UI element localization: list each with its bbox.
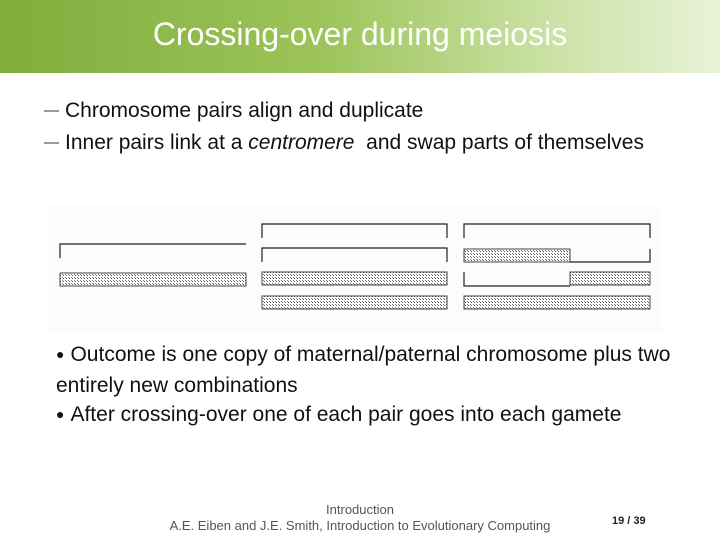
bullet-emphasis: centromere [248, 131, 355, 154]
chromosome-plain [60, 244, 246, 258]
chromosome-hatched [262, 296, 447, 309]
bullet-text-continued: and swap parts of themselves [354, 131, 644, 154]
chromosome-plain [262, 248, 447, 262]
crossing-over-diagram [48, 206, 662, 332]
filled-dot-icon: ● [56, 406, 65, 422]
bullet-text: After crossing-over one of each pair goes into each gamete [70, 403, 622, 426]
filled-dot-icon: ● [56, 346, 65, 362]
chromosome-plain-segment [570, 249, 650, 262]
chromosome-plain [464, 224, 650, 238]
chromosome-plain-segment [464, 272, 570, 286]
crossing-over-svg [48, 206, 662, 332]
top-bullet-list [44, 96, 684, 160]
footer [140, 502, 580, 534]
title-bar [0, 0, 720, 73]
chromosome-hatched [262, 272, 447, 285]
bullet-item [56, 340, 676, 400]
footer-section: Introduction [326, 502, 394, 517]
chromosome-hatched [464, 296, 650, 309]
chromosome-plain [262, 224, 447, 238]
bullet-text: Inner pairs link at a [65, 131, 249, 154]
chromosome-hatched-segment [464, 249, 570, 262]
bullet-text: Chromosome pairs align and duplicate [65, 99, 424, 122]
slide-title: Crossing-over during meiosis [152, 16, 568, 52]
bullet-item [44, 128, 684, 160]
bottom-bullet-list [56, 340, 676, 431]
bullet-text: Outcome is one copy of maternal/paternal chromosome plus two entirely new combinations [56, 343, 671, 397]
bullet-item [56, 400, 676, 431]
chromosome-hatched [60, 273, 246, 286]
bullet-item [44, 96, 684, 128]
hollow-bullet-icon: — [44, 134, 59, 151]
hollow-bullet-icon: — [44, 102, 59, 119]
page-number: 19 / 39 [612, 515, 646, 527]
chromosome-hatched-segment [570, 272, 650, 285]
footer-citation: A.E. Eiben and J.E. Smith, Introduction to Evolutionary Computing [169, 518, 551, 533]
